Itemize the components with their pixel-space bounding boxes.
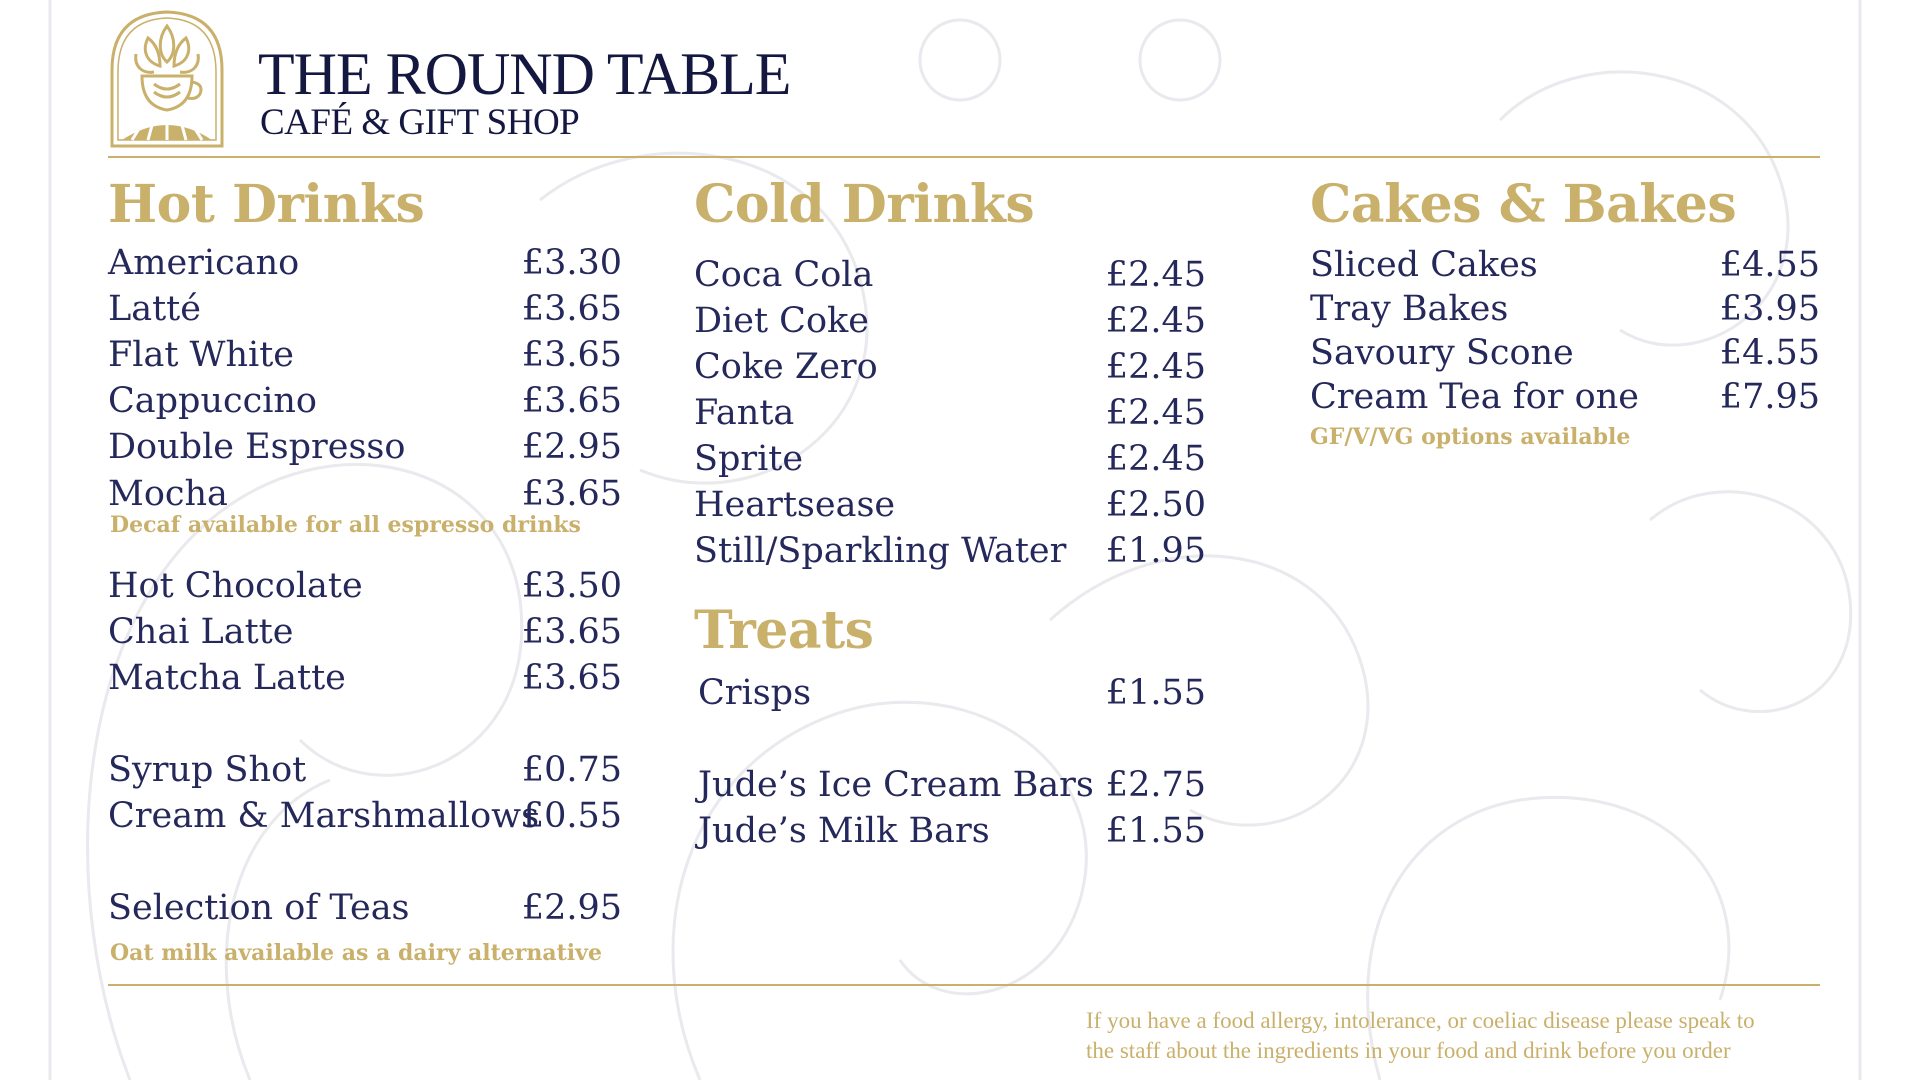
menu-item-price: £4.55: [1719, 333, 1820, 373]
menu-item: [108, 655, 622, 701]
allergy-notice-line-1: If you have a food allergy, intolerance, or coeliac disease please speak to: [1086, 1008, 1755, 1033]
menu-item-price: £3.65: [521, 658, 622, 698]
menu-item: [108, 747, 622, 793]
menu-item-price: £0.55: [521, 796, 622, 836]
menu-item-price: £2.45: [1105, 255, 1206, 295]
cakes-bakes-title: Cakes & Bakes: [1310, 174, 1737, 235]
menu-item-price: £2.95: [521, 427, 622, 467]
menu-item-name: Selection of Teas: [108, 888, 410, 928]
menu-item-name: Hot Chocolate: [108, 566, 363, 606]
menu-item-name: Jude’s Milk Bars: [698, 811, 990, 851]
menu-item: [694, 482, 1206, 528]
menu-item-name: Mocha: [108, 474, 228, 514]
menu-item: [1310, 242, 1820, 288]
menu-item-name: Tray Bakes: [1310, 289, 1509, 329]
brand-subtitle: CAFÉ & GIFT SHOP: [260, 102, 580, 143]
menu-item-price: £2.95: [521, 888, 622, 928]
menu-item-name: Cream & Marshmallows: [108, 796, 540, 836]
menu-item: [694, 390, 1206, 436]
menu-item: [1310, 374, 1820, 420]
brand-title: THE ROUND TABLE: [258, 41, 791, 107]
menu-item-name: Syrup Shot: [108, 750, 307, 790]
menu-item: [108, 424, 622, 470]
menu-item-price: £1.95: [1105, 531, 1206, 571]
menu-item-name: Americano: [108, 243, 300, 283]
menu-item-price: £7.95: [1719, 377, 1820, 417]
allergy-notice-line-2: the staff about the ingredients in your food and drink before you order: [1086, 1038, 1731, 1063]
menu-item-price: £3.65: [521, 289, 622, 329]
treats-title: Treats: [694, 600, 874, 661]
menu-item-name: Jude’s Ice Cream Bars: [698, 765, 1094, 805]
menu-item-name: Chai Latte: [108, 612, 294, 652]
menu-item-name: Sprite: [694, 439, 804, 479]
menu-item-price: £3.30: [521, 243, 622, 283]
menu-item-name: Cream Tea for one: [1310, 377, 1639, 417]
menu-item-price: £1.55: [1105, 673, 1206, 713]
decaf-note: Decaf available for all espresso drinks: [110, 512, 581, 538]
header-divider: [108, 156, 1820, 158]
menu-item-price: £3.65: [521, 612, 622, 652]
menu-item: [694, 252, 1206, 298]
menu-item: [694, 298, 1206, 344]
menu-item-name: Fanta: [694, 393, 795, 433]
menu-item-name: Latté: [108, 289, 201, 329]
menu-item-price: £2.45: [1105, 439, 1206, 479]
footer-divider: [108, 984, 1820, 986]
menu-item-price: £2.45: [1105, 347, 1206, 387]
menu-item: [694, 344, 1206, 390]
menu-item: [108, 793, 622, 839]
menu-item-price: £2.75: [1105, 765, 1206, 805]
menu-item-price: £2.45: [1105, 393, 1206, 433]
menu-item-name: Still/Sparkling Water: [694, 531, 1067, 571]
menu-item: [698, 762, 1206, 808]
menu-item-name: Diet Coke: [694, 301, 869, 341]
menu-item-price: £0.75: [521, 750, 622, 790]
menu-item: [1310, 330, 1820, 376]
menu-item: [1310, 286, 1820, 332]
menu-item-price: £1.55: [1105, 811, 1206, 851]
menu-item-name: Flat White: [108, 335, 295, 375]
menu-item-name: Savoury Scone: [1310, 333, 1574, 373]
menu-item-name: Cappuccino: [108, 381, 318, 421]
oat-milk-note: Oat milk available as a dairy alternative: [110, 940, 602, 966]
menu-item: [694, 436, 1206, 482]
menu-item-price: £3.65: [521, 381, 622, 421]
menu-item-name: Heartsease: [694, 485, 896, 525]
menu-item: [108, 885, 622, 931]
menu-item-name: Coke Zero: [694, 347, 878, 387]
allergy-notice: [1086, 1006, 1822, 1066]
hot-drinks-title: Hot Drinks: [108, 174, 425, 235]
menu-item: [108, 471, 622, 517]
menu-item: [108, 609, 622, 655]
arch-cup-leaves-icon: [108, 10, 226, 150]
menu-item-name: Sliced Cakes: [1310, 245, 1538, 285]
menu-item: [108, 240, 622, 286]
menu-item-price: £3.65: [521, 335, 622, 375]
menu-item-price: £2.50: [1105, 485, 1206, 525]
menu-item-name: Double Espresso: [108, 427, 406, 467]
menu-item-name: Matcha Latte: [108, 658, 346, 698]
menu-item: [108, 378, 622, 424]
menu-item-price: £3.65: [521, 474, 622, 514]
menu-item-price: £2.45: [1105, 301, 1206, 341]
menu-item: [694, 528, 1206, 574]
menu-item: [698, 808, 1206, 854]
menu-item-price: £3.50: [521, 566, 622, 606]
dietary-options-note: GF/V/VG options available: [1310, 424, 1631, 450]
menu-item: [108, 286, 622, 332]
menu-item: [108, 563, 622, 609]
cold-drinks-title: Cold Drinks: [694, 174, 1035, 235]
menu-item: [108, 332, 622, 378]
menu-item: [698, 670, 1206, 716]
menu-item-price: £4.55: [1719, 245, 1820, 285]
menu-item-name: Crisps: [698, 673, 812, 713]
menu-item-price: £3.95: [1719, 289, 1820, 329]
menu-item-name: Coca Cola: [694, 255, 874, 295]
